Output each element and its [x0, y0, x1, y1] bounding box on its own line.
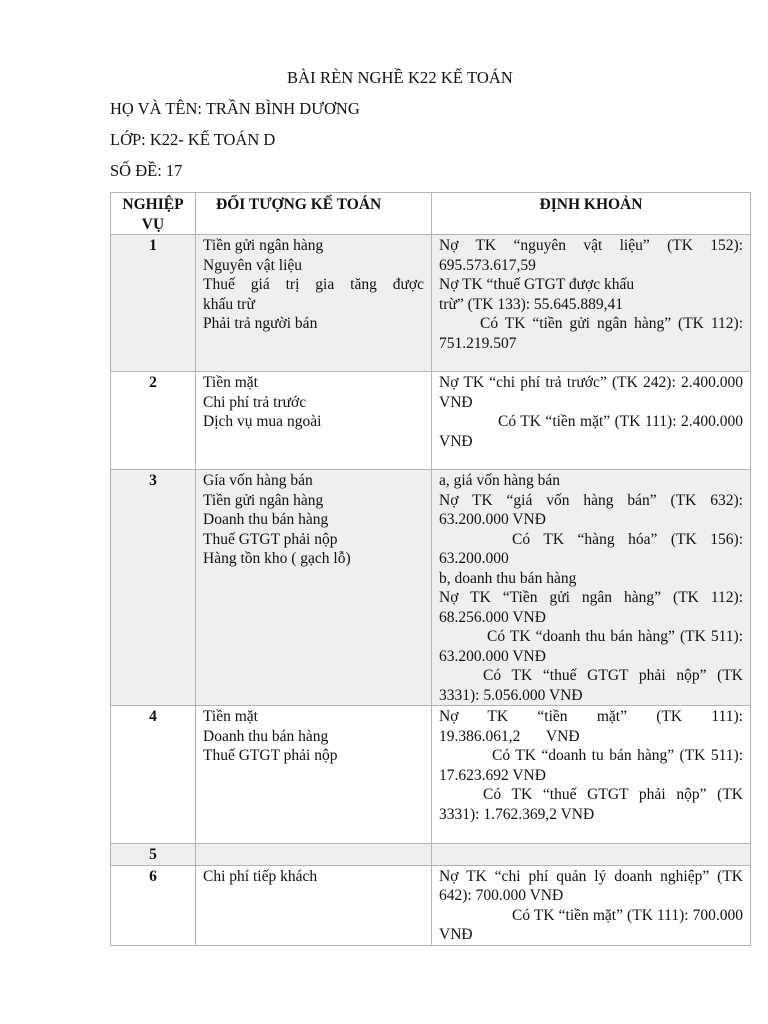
journal-entries — [432, 372, 751, 470]
exam-number-line: SỐ ĐỀ: 17 — [110, 161, 183, 180]
header-accounting-object: ĐỐI TƯỢNG KẾ TOÁN — [196, 193, 432, 235]
journal-entries — [432, 865, 751, 945]
object-item: Tiền mặt — [203, 374, 258, 391]
transaction-number: 3 — [111, 470, 196, 706]
accounting-objects — [196, 865, 432, 945]
table-row — [111, 706, 751, 844]
journal-entries — [432, 235, 751, 372]
entry-line: Có TK “hàng hóa” (TK 156): 63.200.000 — [439, 530, 743, 567]
entry-line: Có TK “thuế GTGT phải nộp” (TK 3331): 1.762.369,2 VNĐ — [439, 786, 743, 823]
entry-line: Nợ TK “giá vốn hàng bán” (TK 632): 63.200.000 VNĐ — [439, 491, 743, 528]
entry-line: Nợ TK “thuế GTGT được khấu — [439, 276, 635, 293]
object-item: Thuế GTGT phải nộp — [203, 747, 338, 764]
object-item: khấu trừ — [203, 295, 255, 313]
entry-line: Nợ TK “Tiền gửi ngân hàng” (TK 112): 68.256.000 VNĐ — [439, 589, 743, 626]
object-item: Doanh thu bán hàng — [203, 511, 329, 528]
object-item: Tiền gửi ngân hàng — [203, 237, 324, 254]
entry-line: Nợ TK “tiền mặt” (TK 111): 19.386.061,2 VNĐ — [439, 708, 743, 745]
header-transaction: NGHIỆP VỤ — [111, 193, 196, 235]
object-item: Phải trả người bán — [203, 315, 318, 332]
object-item: Thuế giá trị gia tăng được — [203, 276, 424, 293]
table-row — [111, 470, 751, 706]
entry-line: trừ” (TK 133): 55.645.889,41 — [439, 295, 624, 313]
object-item: Chi phí trả trước — [203, 393, 307, 411]
journal-entries — [432, 706, 751, 844]
table-row — [111, 844, 751, 866]
table-row — [111, 372, 751, 470]
journal-entries — [432, 844, 751, 866]
object-item: Chi phí tiếp khách — [203, 867, 318, 885]
transaction-number: 4 — [111, 706, 196, 844]
object-item: Hàng tồn kho ( gạch lỗ) — [203, 550, 351, 567]
entry-line: Có TK “doanh tu bán hàng” (TK 511): 17.623.692 VNĐ — [439, 747, 743, 784]
header-journal-entry: ĐỊNH KHOẢN — [432, 193, 751, 235]
entry-line: Nợ TK “chi phí quản lý doanh nghiệp” (TK 642): 700.000 VNĐ — [439, 867, 743, 904]
page-title: BÀI RÈN NGHỀ K22 KẾ TOÁN — [287, 68, 513, 87]
entry-line: Có TK “doanh thu bán hàng” (TK 511): 63.200.000 VNĐ — [439, 628, 743, 665]
transaction-number: 6 — [111, 865, 196, 945]
table-header-row — [111, 193, 751, 235]
table-row — [111, 865, 751, 945]
entry-line: Có TK “tiền mặt” (TK 111): 2.400.000 VNĐ — [439, 413, 743, 450]
table-row — [111, 235, 751, 372]
accounting-entries-table — [110, 192, 751, 946]
entry-line: Có TK “thuế GTGT phải nộp” (TK 3331): 5.056.000 VNĐ — [439, 667, 743, 704]
accounting-objects — [196, 706, 432, 844]
object-item: Doanh thu bán hàng — [203, 727, 329, 745]
accounting-objects — [196, 372, 432, 470]
entry-line: Nợ TK “nguyên vật liệu” (TK 152): 695.573.617,59 — [439, 237, 743, 274]
object-item: Tiền gửi ngân hàng — [203, 491, 324, 509]
accounting-objects — [196, 844, 432, 866]
class-line: LỚP: K22- KẾ TOÁN D — [110, 130, 276, 149]
object-item: Tiền mặt — [203, 708, 258, 725]
entry-line: Có TK “tiền mặt” (TK 111): 700.000 VNĐ — [439, 906, 743, 943]
student-name-line: HỌ VÀ TÊN: TRẦN BÌNH DƯƠNG — [110, 99, 360, 118]
transaction-number: 5 — [111, 844, 196, 866]
object-item: Thuế GTGT phải nộp — [203, 530, 338, 548]
entry-line: Nợ TK “chi phí trả trước” (TK 242): 2.400.000 VNĐ — [439, 374, 743, 411]
object-item: Gía vốn hàng bán — [203, 472, 313, 489]
journal-entries — [432, 470, 751, 706]
transaction-number: 1 — [111, 235, 196, 372]
entry-line: b, doanh thu bán hàng — [439, 569, 577, 587]
accounting-objects — [196, 235, 432, 372]
object-item: Nguyên vật liệu — [203, 256, 303, 274]
object-item: Dịch vụ mua ngoài — [203, 413, 322, 430]
transaction-number: 2 — [111, 372, 196, 470]
accounting-objects — [196, 470, 432, 706]
entry-line: a, giá vốn hàng bán — [439, 472, 560, 489]
entry-line: Có TK “tiền gửi ngân hàng” (TK 112): 751.219.507 — [439, 315, 743, 352]
